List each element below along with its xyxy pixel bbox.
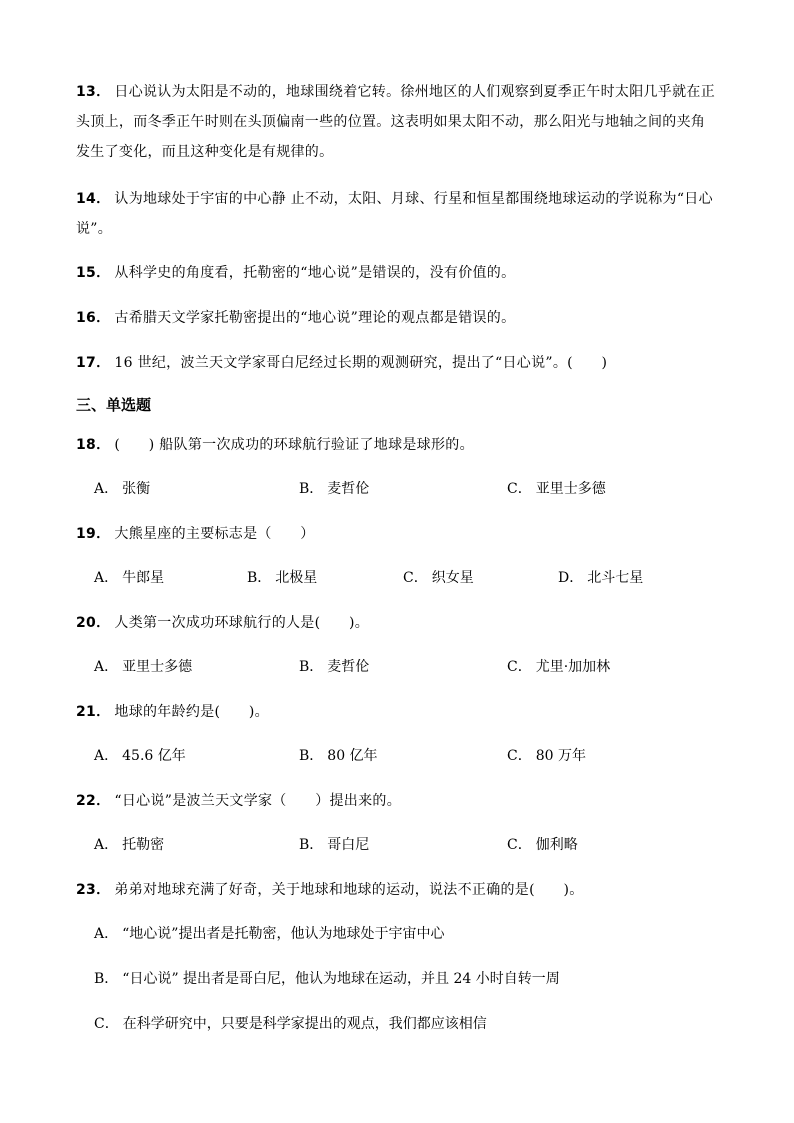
- options-21: [94, 744, 734, 768]
- question-17: [76, 348, 718, 378]
- question-text: 16 世纪，波兰天文学家哥白尼经过长期的观测研究，提出了“日心说”。( ): [114, 355, 608, 371]
- question-text: 地球的年龄约是( )。: [114, 704, 269, 720]
- option-c[interactable]: C． 织女星: [403, 570, 474, 586]
- question-text: 弟弟对地球充满了好奇，关于地球和地球的运动，说法不正确的是( )。: [114, 882, 584, 898]
- option-b[interactable]: B． 哥白尼: [299, 837, 370, 853]
- question-number: 17．: [76, 355, 111, 371]
- question-15: [76, 258, 718, 288]
- options-22: [94, 833, 734, 857]
- question-16: [76, 303, 718, 333]
- option-a[interactable]: A． 托勒密: [94, 837, 165, 853]
- question-text: 认为地球处于宇宙的中心静 止不动，太阳、月球、行星和恒星都围绕地球运动的学说称为“日心说”。: [76, 191, 713, 237]
- question-number: 15．: [76, 265, 111, 281]
- options-20: [94, 655, 734, 679]
- question-text: 日心说认为太阳是不动的，地球围绕着它转。徐州地区的人们观察到夏季正午时太阳几乎就在正头顶上，而冬季正午时则在头顶偏南一些的位置。这表明如果太阳不动，那么阳光与地轴之间的夹角发生了变化，而且这种变化是有规律的。: [76, 84, 715, 160]
- question-23: [76, 875, 718, 905]
- option-a[interactable]: A． 亚里士多德: [94, 659, 193, 675]
- option-b[interactable]: B． “日心说” 提出者是哥白尼，他认为地球在运动，并且 24 小时自转一周: [94, 971, 560, 987]
- question-20: [76, 608, 718, 638]
- question-text: “日心说”是波兰天文学家（ ）提出来的。: [114, 793, 402, 809]
- question-text: 大熊星座的主要标志是（ ）: [114, 526, 315, 542]
- question-21: [76, 697, 718, 727]
- option-c[interactable]: C． 亚里士多德: [507, 481, 606, 497]
- question-number: 14．: [76, 191, 111, 207]
- section-title: 三、单选题: [76, 396, 152, 414]
- option-b[interactable]: B． 80 亿年: [299, 748, 378, 764]
- option-a[interactable]: A． 牛郎星: [94, 570, 165, 586]
- question-text: 从科学史的角度看，托勒密的“地心说”是错误的，没有价值的。: [114, 265, 516, 281]
- options-18: [94, 477, 734, 501]
- question-14: [76, 184, 718, 244]
- option-a[interactable]: A． 45.6 亿年: [94, 748, 186, 764]
- option-a[interactable]: A． “地心说”提出者是托勒密，他认为地球处于宇宙中心: [94, 926, 445, 942]
- option-b[interactable]: B． 北极星: [247, 570, 318, 586]
- option-a[interactable]: A． 张衡: [94, 481, 151, 497]
- question-text: 古希腊天文学家托勒密提出的“地心说”理论的观点都是错误的。: [114, 310, 516, 326]
- question-number: 13．: [76, 84, 111, 100]
- question-number: 16．: [76, 310, 111, 326]
- option-c[interactable]: C． 伽利略: [507, 837, 578, 853]
- option-d[interactable]: D． 北斗七星: [558, 570, 644, 586]
- question-text: 人类第一次成功环球航行的人是( )。: [114, 615, 370, 631]
- question-number: 20．: [76, 615, 111, 631]
- question-number: 21．: [76, 704, 111, 720]
- option-b[interactable]: B． 麦哲伦: [299, 481, 370, 497]
- question-number: 23．: [76, 882, 111, 898]
- options-19: [94, 566, 734, 590]
- question-number: 18．: [76, 437, 111, 453]
- option-c[interactable]: C． 80 万年: [507, 748, 586, 764]
- question-13: [76, 77, 718, 167]
- question-text: ( ) 船队第一次成功的环球航行验证了地球是球形的。: [114, 437, 474, 453]
- option-c[interactable]: C． 尤里·加加林: [507, 659, 611, 675]
- question-number: 19．: [76, 526, 111, 542]
- option-b[interactable]: B． 麦哲伦: [299, 659, 370, 675]
- option-c[interactable]: C． 在科学研究中，只要是科学家提出的观点，我们都应该相信: [94, 1016, 487, 1032]
- question-number: 22．: [76, 793, 111, 809]
- question-19: [76, 519, 718, 549]
- question-18: [76, 430, 718, 460]
- question-22: [76, 786, 718, 816]
